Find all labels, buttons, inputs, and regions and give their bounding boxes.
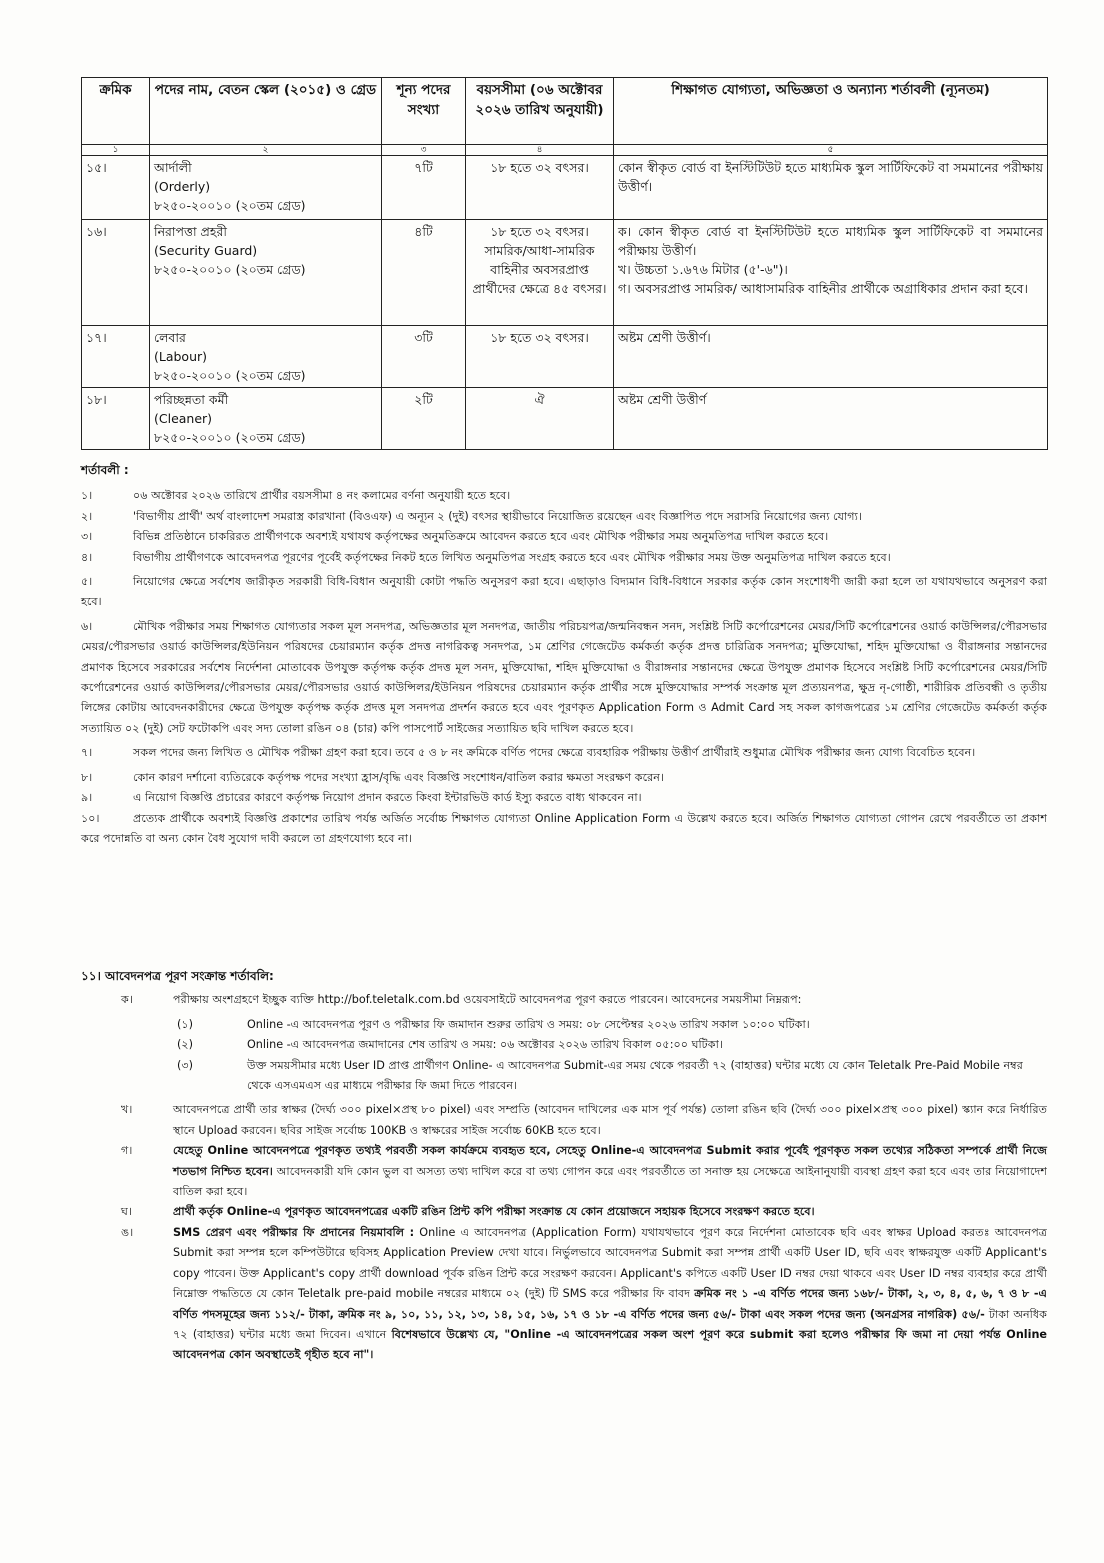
row-age: ঐ	[466, 388, 614, 450]
row-serial: ১৮।	[82, 388, 150, 450]
table-header-row	[82, 78, 1048, 145]
sms-rules-text: Online এ আবেদনপত্র (Application Form) যথাযথভাবে পূরণ করে নির্দেশনা মোতাবেক ছবি এবং স্বাক্ষর Upload করতঃ আবেদনপত্র Submit করা সম্পন্ন হলে কম্পিউটারে ছবিসহ Application Preview দেখা যাবে। নির্ভুলভাবে আবেদনপত্র Submit করা সম্পন্ন প্রার্থী একটি User ID, ছবি এবং স্বাক্ষরযুক্ত একটি Applicant's copy পাবেন। উক্ত Applicant's copy প্রার্থী download পূর্বক রঙিন প্রিন্ট করে সংরক্ষণ করবেন। Applicant's কপিতে একটি User ID নম্বর দেয়া থাকবে এবং User ID নম্বর ব্যবহার করে প্রার্থী নিম্নোক্ত পদ্ধতিতে যে কোন Teletalk pre-paid mobile নম্বরের মাধ্যমে ০২ (দুই) টি SMS করে পরীক্ষার ফি বাবদ	[173, 1225, 1048, 1301]
row-qualification	[614, 220, 1048, 326]
post-name-en: (Orderly)	[154, 179, 211, 194]
condition-number: ৬।	[81, 619, 93, 633]
condition-item	[81, 768, 1047, 788]
table-row	[82, 156, 1048, 220]
condition-number: ২।	[81, 509, 93, 523]
row-vacancy: ৩টি	[382, 326, 466, 388]
fee-schedule: ক্রমিক নং ১ -এ বর্ণিত পদের জন্য ১৬৮/- টাকা, ২, ৩, ৪, ৫, ৬, ৭ ও ৮ -এ বর্ণিত পদসমূহের জন্য ১১২/- টাকা, ক্রমিক নং ৯, ১০, ১১, ১২, ১৩, ১৪, ১৫, ১৬, ১৭ ও ১৮ -এ বর্ণিত পদের জন্য ৫৬/- টাকা এবং সকল পদের জন্য (অনগ্রসর নাগরিক) ৫৬/-	[173, 1287, 1047, 1321]
row-serial: ১৭।	[82, 326, 150, 388]
condition-number: ১।	[81, 489, 93, 503]
sms-rules-text-2: টাকা অনধিক ৭২ (বাহাত্তর) ঘন্টার মধ্যে জমা দিবেন। এখানে	[173, 1307, 1047, 1341]
application-section	[81, 966, 1047, 1366]
table-row	[82, 326, 1048, 388]
condition-text: মৌখিক পরীক্ষার সময় শিক্ষাগত যোগ্যতার সকল মূল সনদপত্র, অভিজ্ঞতার মূল সনদপত্র, জাতীয় পরিচয়পত্র/জন্মনিবন্ধন সনদ, সংশ্লিষ্ট সিটি কর্পোরেশনের মেয়র/সিটি কর্পোরেশনের ওয়ার্ড কাউন্সিলর/পৌরসভার মেয়র/পৌরসভার ওয়ার্ড কাউন্সিলর/ইউনিয়ন পরিষদের চেয়ারম্যান কর্তৃক প্রদত্ত নাগরিকত্ব সনদপত্র, ১ম শ্রেণির গেজেটেড কর্মকর্তা কর্তৃক প্রদত্ত চারিত্রিক সনদপত্র; মুক্তিযোদ্ধা, শহিদ মুক্তিযোদ্ধা ও বীরাঙ্গনার সন্তানদের প্রমাণক হিসেবে সরকারের সর্বশেষ নির্দেশনা মোতাবেক উপযুক্ত কর্তৃপক্ষ কর্তৃক প্রদত্ত মূল সনদ, মুক্তিযোদ্ধা, শহিদ মুক্তিযোদ্ধা ও বীরাঙ্গনার সন্তানদের ক্ষেত্রে উপযুক্ত প্রমাণক হিসেবে সংশ্লিষ্ট সিটি কর্পোরেশনের মেয়র/সিটি কর্পোরেশনের ওয়ার্ড কাউন্সিলর/পৌরসভার মেয়র/পৌরসভার ওয়ার্ড কাউন্সিলর/ইউনিয়ন পরিষদের চেয়ারম্যান কর্তৃক প্রার্থীর সঙ্গে মুক্তিযোদ্ধার সম্পর্ক সংক্রান্ত মূল প্রত্যয়নপত্র, ক্ষুদ্র নৃ-গোষ্ঠী, শারীরিক প্রতিবন্ধী ও তৃতীয় লিঙ্গের কোটায় আবেদনকারীদের ক্ষেত্রে উপযুক্ত কর্তৃপক্ষ কর্তৃক প্রদত্ত মূল সনদপত্র প্রদর্শন করতে হবে এবং পূরণকৃত Application Form ও Admit Card সহ সকল কাগজপত্রের ১ম শ্রেণির গেজেটেড কর্মকর্তা কর্তৃক সত্যায়িত ০২ (দুই) সেট ফটোকপি এবং সদ্য তোলা রঙিন ০৪ (চার) কপি পাসপোর্ট সাইজের সত্যায়িত ছবি দাখিল করতে হবে।	[81, 619, 1047, 735]
schedule-number: (৩)	[177, 1058, 194, 1072]
column-number: ৪	[466, 145, 614, 156]
table-row	[82, 220, 1048, 326]
item-text: আবেদনকারী যদি কোন ভুল বা অসত্য তথ্য দাখিল করে বা তথ্য গোপন করে এবং পরবর্তীতে তা সনাক্ত হয় সেক্ষেত্রে আইনানুযায়ী ব্যবস্থা গ্রহণ করা হবে এবং তার নিয়োগাদেশ বাতিল করা হবে।	[173, 1164, 1047, 1199]
header-age: বয়সসীমা (০৬ অক্টোবর ২০২৬ তারিখ অনুযায়ী)	[466, 78, 614, 145]
application-body	[81, 990, 1047, 1365]
item-text-wrap	[173, 1223, 1047, 1366]
application-item-gha	[121, 1202, 1047, 1222]
condition-number: ৮।	[81, 770, 93, 784]
row-vacancy: ৪টি	[382, 220, 466, 326]
table-row	[82, 388, 1048, 450]
row-post	[150, 326, 382, 388]
posts-table	[81, 77, 1048, 450]
item-text-wrap	[173, 1141, 1047, 1202]
condition-item	[81, 809, 1047, 850]
column-number: ১	[82, 145, 150, 156]
column-number: ৫	[614, 145, 1048, 156]
column-number: ২	[150, 145, 382, 156]
post-name: নিরাপত্তা প্রহরী	[154, 224, 227, 239]
qualification-line: খ। উচ্চতা ১.৬৭৬ মিটার (৫'-৬")।	[618, 262, 788, 277]
post-name-en: (Cleaner)	[154, 411, 213, 426]
item-number: গ।	[121, 1144, 133, 1158]
item-number: ঘ।	[121, 1205, 132, 1219]
conditions-section	[81, 460, 1047, 849]
header-serial: ক্রমিক	[82, 78, 150, 145]
schedule-item	[121, 1035, 1047, 1055]
item-text: পরীক্ষায় অংশগ্রহণে ইচ্ছুক ব্যক্তি http://bof.teletalk.com.bd ওয়েবসাইটে আবেদনপত্র পূরণ করতে পারবেন। আবেদনের সময়সীমা নিম্নরূপ:	[173, 993, 802, 1007]
condition-text: এ নিয়োগ বিজ্ঞপ্তি প্রচারের কারণে কর্তৃপক্ষ নিয়োগ প্রদান করতে কিংবা ইন্টারভিউ কার্ড ইস্যু করতে বাধ্য থাকবেন না।	[133, 791, 642, 805]
special-note: বিশেষভাবে উল্লেখ্য যে, "Online -এ আবেদনপত্রের সকল অংশ পূরণ করে submit করা হলেও পরীক্ষার ফি জমা না দেয়া পর্যন্ত Online আবেদনপত্র কোন অবস্থাতেই গৃহীত হবে না"।	[173, 1327, 1048, 1362]
application-item-ka	[121, 990, 1047, 1010]
row-age: ১৮ হতে ৩২ বৎসর। সামরিক/আধা-সামরিক বাহিনীর অবসরপ্রাপ্ত প্রার্থীদের ক্ষেত্রে ৪৫ বৎসর।	[466, 220, 614, 326]
condition-number: ৩।	[81, 530, 93, 544]
row-serial: ১৬।	[82, 220, 150, 326]
condition-item	[81, 507, 1047, 527]
row-qualification: কোন স্বীকৃত বোর্ড বা ইনস্টিটিউট হতে মাধ্যমিক স্কুল সার্টিফিকেট বা সমমানের পরীক্ষায় উত্তীর্ণ।	[614, 156, 1048, 220]
pay-scale: ৮২৫০-২০০১০ (২০তম গ্রেড)	[154, 262, 306, 277]
qualification-line: গ। অবসরপ্রাপ্ত সামরিক/ আধাসামরিক বাহিনীর প্রার্থীকে অগ্রাধিকার প্রদান করা হবে।	[618, 281, 1028, 296]
condition-text: সকল পদের জন্য লিখিত ও মৌখিক পরীক্ষা গ্রহণ করা হবে। তবে ৫ ও ৮ নং ক্রমিকে বর্ণিত পদের ক্ষেত্রে ব্যবহারিক পরীক্ষায় উত্তীর্ণ প্রার্থীরাই শুধুমাত্র মৌখিক পরীক্ষার জন্য যোগ্য বিবেচিত হবেন।	[133, 746, 976, 760]
item-text: আবেদনপত্রে প্রার্থী তার স্বাক্ষর (দৈর্ঘ্য ৩০০ pixel×প্রস্থ ৮০ pixel) এবং সম্প্রতি (আবেদন দাখিলের এক মাস পূর্ব পর্যন্ত) তোলা রঙিন ছবি (দৈর্ঘ্য ৩০০ pixel×প্রস্থ ৩০০ pixel) স্ক্যান করে নির্ধারিত স্থানে Upload করবেন। ছবির সাইজ সর্বোচ্চ 100KB ও স্বাক্ষরের সাইজ সর্বোচ্চ 60KB হতে হবে।	[173, 1103, 1047, 1137]
application-item-uma	[121, 1223, 1047, 1366]
conditions-heading: শর্তাবলী :	[81, 463, 129, 477]
row-vacancy: ২টি	[382, 388, 466, 450]
condition-item	[81, 548, 1047, 568]
condition-text: বিভাগীয় প্রার্থীগণকে আবেদনপত্র পূরণের পূর্বেই কর্তৃপক্ষের নিকট হতে লিখিত অনুমতিপত্র সংগ্রহ করতে হবে এবং মৌখিক পরীক্ষার সময় উক্ত অনুমতিপত্র দাখিল করতে হবে।	[133, 550, 891, 564]
condition-number: ১০।	[81, 811, 100, 825]
item-number: খ।	[121, 1103, 133, 1117]
row-post	[150, 220, 382, 326]
pay-scale: ৮২৫০-২০০১০ (২০তম গ্রেড)	[154, 368, 306, 383]
row-age: ১৮ হতে ৩২ বৎসর।	[466, 326, 614, 388]
post-name-en: (Labour)	[154, 349, 208, 364]
condition-item	[81, 572, 1047, 613]
row-qualification: অষ্টম শ্রেণী উত্তীর্ণ।	[614, 326, 1048, 388]
pay-scale: ৮২৫০-২০০১০ (২০তম গ্রেড)	[154, 198, 306, 213]
application-item-kha	[121, 1100, 1047, 1141]
condition-number: ৫।	[81, 575, 93, 589]
condition-item	[81, 527, 1047, 547]
schedule-number: (২)	[177, 1038, 194, 1052]
item-text-bold: যেহেতু Online আবেদনপত্রে পূরণকৃত তথ্যই পরবর্তী সকল কার্যক্রমে ব্যবহৃত হবে, সেহেতু Online-এ আবেদনপত্র Submit করার পূর্বেই পূরণকৃত সকল তথ্যের সঠিকতা সম্পর্কে প্রার্থী নিজে শতভাগ নিশ্চিত হবেন।	[173, 1144, 1047, 1178]
condition-text: 'বিভাগীয় প্রার্থী' অর্থ বাংলাদেশ সমরাস্ত্র কারখানা (বিওএফ) এ অন্যূন ২ (দুই) বৎসর স্থায়ীভাবে নিয়োজিত রয়েছেন এবং বিজ্ঞাপিত পদে সরাসরি নিয়োগের জন্য যোগ্য।	[133, 509, 862, 523]
application-item-ga	[121, 1141, 1047, 1202]
row-age: ১৮ হতে ৩২ বৎসর।	[466, 156, 614, 220]
schedule-text: Online -এ আবেদনপত্র পূরণ ও পরীক্ষার ফি জমাদান শুরুর তারিখ ও সময়: ০৮ সেপ্টেম্বর ২০২৬ তারিখ সকাল ১০:০০ ঘটিকা।	[247, 1017, 810, 1031]
condition-number: ৭।	[81, 746, 93, 760]
condition-item	[81, 743, 1047, 763]
row-serial: ১৫।	[82, 156, 150, 220]
item-number: ঙ।	[121, 1225, 134, 1239]
condition-text: প্রত্যেক প্রার্থীকে অবশ্যই বিজ্ঞপ্তি প্রকাশের তারিখ পর্যন্ত অর্জিত সর্বোচ্চ শিক্ষাগত যোগ্যতা Online Application Form এ উল্লেখ করতে হবে। অর্জিত শিক্ষাগত যোগ্যতা গোপন রেখে পরবর্তীতে তা প্রকাশ করে পদোন্নতি বা অন্য কোন বৈধ সুযোগ দাবী করলে তা গ্রহণযোগ্য হবে না।	[81, 811, 1047, 845]
condition-item	[81, 788, 1047, 808]
header-qualification: শিক্ষাগত যোগ্যতা, অভিজ্ঞতা ও অন্যান্য শর্তাবলী (ন্যূনতম)	[614, 78, 1048, 145]
post-name: আর্দালী	[154, 160, 192, 175]
row-post	[150, 388, 382, 450]
row-post	[150, 156, 382, 220]
post-name: লেবার	[154, 330, 186, 345]
pay-scale: ৮২৫০-২০০১০ (২০তম গ্রেড)	[154, 430, 306, 445]
column-number: ৩	[382, 145, 466, 156]
item-number: ক।	[121, 993, 133, 1007]
header-vacancy: শূন্য পদের সংখ্যা	[382, 78, 466, 145]
sms-rules-title: SMS প্রেরণ এবং পরীক্ষার ফি প্রদানের নিয়মাবলি :	[173, 1225, 415, 1239]
condition-number: ৯।	[81, 791, 93, 805]
condition-number: ৪।	[81, 550, 93, 564]
schedule-number: (১)	[177, 1017, 193, 1031]
schedule-item	[121, 1015, 1047, 1035]
condition-text: ০৬ অক্টোবর ২০২৬ তারিখে প্রার্থীর বয়সসীমা ৪ নং কলামের বর্ণনা অনুযায়ী হতে হবে।	[133, 489, 511, 503]
condition-text: কোন কারণ দর্শানো ব্যতিরেকে কর্তৃপক্ষ পদের সংখ্যা হ্রাস/বৃদ্ধি এবং বিজ্ঞপ্তি সংশোধন/বাতিল করার ক্ষমতা সংরক্ষণ করেন।	[133, 770, 664, 784]
schedule-text: Online -এ আবেদনপত্র জমাদানের শেষ তারিখ ও সময়: ০৬ অক্টোবর ২০২৬ তারিখ বিকাল ০৫:০০ ঘটিকা।	[247, 1038, 723, 1052]
condition-text: বিভিন্ন প্রতিষ্ঠানে চাকরিরত প্রার্থীগণকে অবশ্যই যথাযথ কর্তৃপক্ষের অনুমতিক্রমে আবেদন করতে হবে এবং মৌখিক পরীক্ষার সময় অনুমতিপত্র দাখিল করতে হবে।	[133, 530, 829, 544]
item-text-bold: প্রার্থী কর্তৃক Online-এ পূরণকৃত আবেদনপত্রের একটি রঙিন প্রিন্ট কপি পরীক্ষা সংক্রান্ত যে কোন প্রয়োজনে সহায়ক হিসেবে সংরক্ষণ করতে হবে।	[173, 1205, 815, 1219]
post-name: পরিচ্ছন্নতা কর্মী	[154, 392, 229, 407]
row-vacancy: ৭টি	[382, 156, 466, 220]
post-name-en: (Security Guard)	[154, 243, 258, 258]
condition-item	[81, 617, 1047, 739]
qualification-line: ক। কোন স্বীকৃত বোর্ড বা ইনস্টিটিউট হতে মাধ্যমিক স্কুল সার্টিফিকেট বা সমমানের পরীক্ষায় উত্তীর্ণ।	[618, 224, 1043, 258]
condition-item	[81, 486, 1047, 506]
schedule-item	[121, 1056, 1047, 1097]
column-number-row	[82, 145, 1048, 156]
condition-text: নিয়োগের ক্ষেত্রে সর্বশেষ জারীকৃত সরকারী বিধি-বিধান অনুযায়ী কোটা পদ্ধতি অনুসরণ করা হবে। এছাড়াও বিদ্যমান বিধি-বিধানে সরকার কর্তৃক কোন সংশোধণী জারী করা হলে তা যথাযথভাবে অনুসরণ করা হবে।	[81, 575, 1047, 609]
header-post: পদের নাম, বেতন স্কেল (২০১৫) ও গ্রেড	[150, 78, 382, 145]
application-heading: ১১। আবেদনপত্র পূরণ সংক্রান্ত শর্তাবলি:	[81, 969, 274, 983]
row-qualification: অষ্টম শ্রেণী উত্তীর্ণ	[614, 388, 1048, 450]
schedule-text: উক্ত সময়সীমার মধ্যে User ID প্রাপ্ত প্রার্থীগণ Online- এ আবেদনপত্র Submit-এর সময় থেকে পরবর্তী ৭২ (বাহাত্তর) ঘন্টার মধ্যে যে কোন Teletalk Pre-Paid Mobile নম্বর থেকে এসএমএস এর মাধ্যমে পরীক্ষার ফি জমা দিতে পারবেন।	[247, 1058, 1023, 1093]
